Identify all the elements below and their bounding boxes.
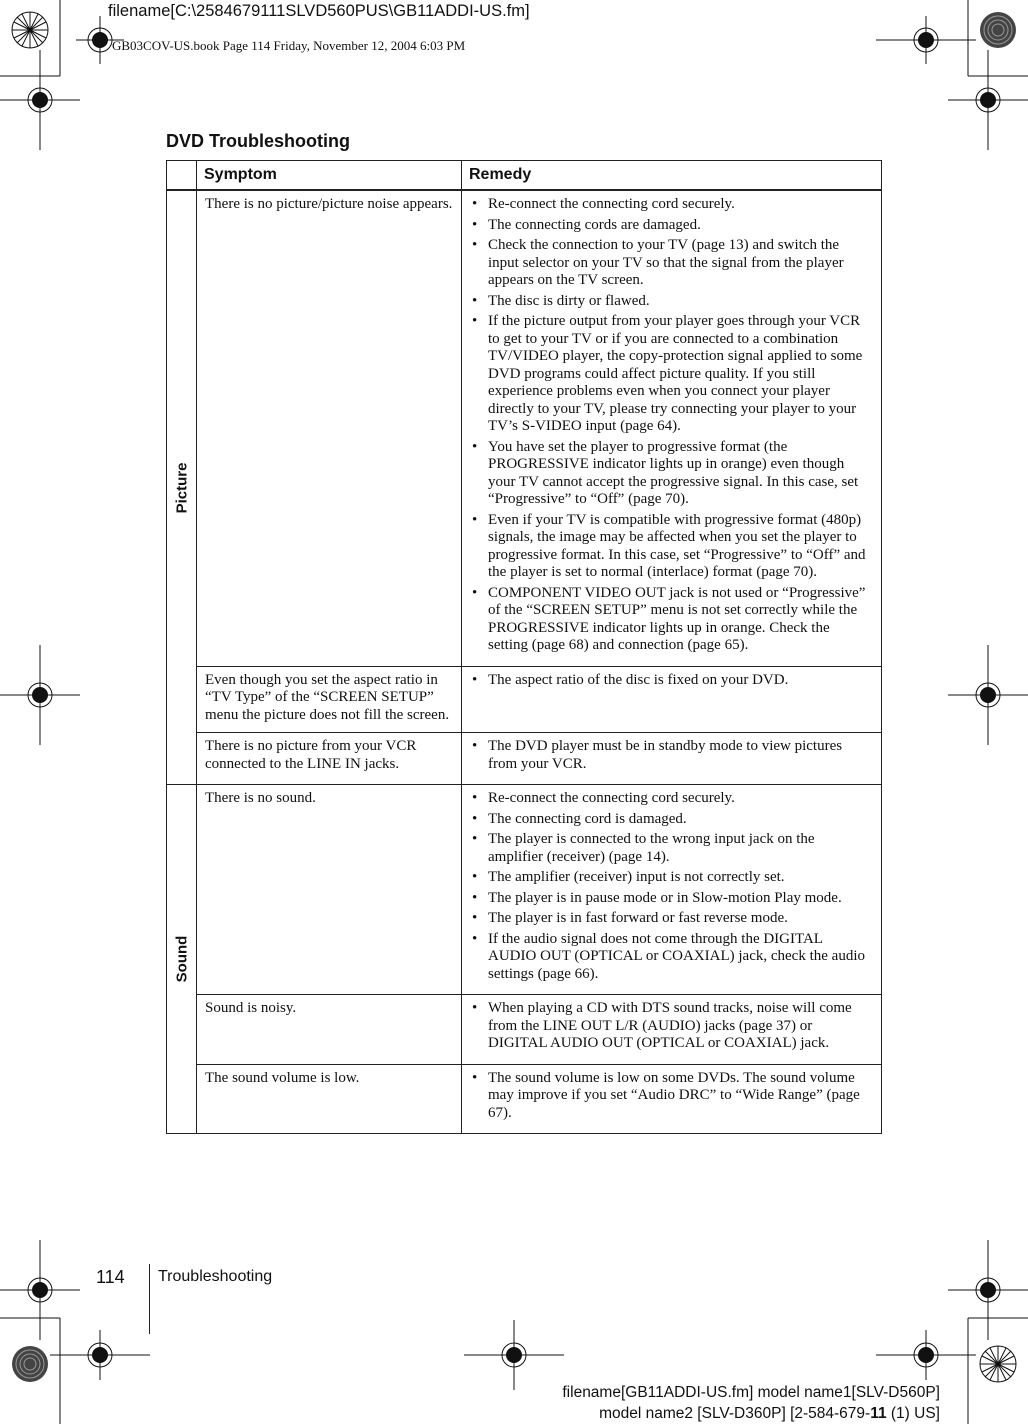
table-row bbox=[167, 1064, 882, 1134]
troubleshooting-table bbox=[166, 160, 882, 1134]
table-row bbox=[167, 733, 882, 785]
remedy-item: • If the picture output from your player goes through your VCR to get to your TV or if you are connected to a combination TV/VIDEO player, the copy-protection signal applied to some DVD programs could affect picture quality. If you still experience problems even when you connect your player directly to your TV, please try connecting your player to your TV’s S-VIDEO input (page 64). bbox=[470, 313, 873, 436]
table-header-remedy: Remedy bbox=[462, 161, 882, 191]
symptom-cell: Sound is noisy. bbox=[197, 995, 462, 1065]
category-picture bbox=[167, 190, 197, 785]
header-book-info: GB03COV-US.book Page 114 Friday, November 12, 2004 6:03 PM bbox=[112, 38, 466, 53]
remedy-item: • The aspect ratio of the disc is fixed on your DVD. bbox=[470, 672, 873, 690]
footer-model-prefix: model name2 [SLV-D360P] [2-584-679- bbox=[599, 1405, 871, 1422]
section-title: DVD Troubleshooting bbox=[166, 131, 350, 151]
symptom-cell: There is no picture from your VCR connected to the LINE IN jacks. bbox=[197, 733, 462, 785]
remedy-list bbox=[470, 672, 873, 690]
remedy-item: • The connecting cord is damaged. bbox=[470, 811, 873, 829]
category-label: Picture bbox=[173, 462, 190, 513]
remedy-cell bbox=[462, 785, 882, 995]
remedy-item: • The DVD player must be in standby mode to view pictures from your VCR. bbox=[470, 738, 873, 773]
remedy-list bbox=[470, 1000, 873, 1053]
footer-section: Troubleshooting bbox=[158, 1268, 273, 1285]
remedy-item: • If the audio signal does not come through the DIGITAL AUDIO OUT (OPTICAL or COAXIAL) jack, check the audio settings (page 66). bbox=[470, 931, 873, 984]
remedy-item: • Check the connection to your TV (page 13) and switch the input selector on your TV so that the signal from the player appears on the TV screen. bbox=[470, 237, 873, 290]
table-row bbox=[167, 190, 882, 666]
remedy-item: • The player is in pause mode or in Slow-motion Play mode. bbox=[470, 890, 873, 908]
remedy-item: • Re-connect the connecting cord securely. bbox=[470, 790, 873, 808]
footer-filename: filename[GB11ADDI-US.fm] model name1[SLV-D560P] bbox=[562, 1384, 940, 1401]
table-row bbox=[167, 785, 882, 995]
remedy-cell bbox=[462, 190, 882, 666]
remedy-item: • The amplifier (receiver) input is not correctly set. bbox=[470, 869, 873, 887]
remedy-item: • The player is connected to the wrong input jack on the amplifier (receiver) (page 14). bbox=[470, 831, 873, 866]
footer-model bbox=[599, 1405, 940, 1423]
remedy-item: • The sound volume is low on some DVDs. The sound volume may improve if you set “Audio DRC” to “Wide Range” (page 67). bbox=[470, 1070, 873, 1123]
table-header-blank bbox=[167, 161, 197, 191]
footer-model-suffix: (1) US] bbox=[886, 1405, 940, 1422]
symptom-cell: The sound volume is low. bbox=[197, 1064, 462, 1134]
footer-model-bold: 11 bbox=[870, 1405, 887, 1422]
page-number: 114 bbox=[96, 1267, 125, 1287]
remedy-item: • When playing a CD with DTS sound tracks, noise will come from the LINE OUT L/R (AUDIO) jacks (page 37) or DIGITAL AUDIO OUT (OPTICAL or COAXIAL) jack. bbox=[470, 1000, 873, 1053]
symptom-cell: There is no sound. bbox=[197, 785, 462, 995]
remedy-cell bbox=[462, 666, 882, 733]
category-sound bbox=[167, 785, 197, 1134]
footer-divider bbox=[149, 1264, 150, 1334]
table-header-symptom: Symptom bbox=[197, 161, 462, 191]
remedy-item: • The disc is dirty or flawed. bbox=[470, 293, 873, 311]
remedy-cell bbox=[462, 733, 882, 785]
symptom-cell: Even though you set the aspect ratio in “TV Type” of the “SCREEN SETUP” menu the picture does not fill the screen. bbox=[197, 666, 462, 733]
remedy-item: • Even if your TV is compatible with progressive format (480p) signals, the image may be affected when you set the player to progressive format. In this case, set “Progressive” to “Off” and the player is set to normal (interlace) format (page 70). bbox=[470, 512, 873, 582]
table-row bbox=[167, 995, 882, 1065]
remedy-list bbox=[470, 196, 873, 655]
remedy-item: • You have set the player to progressive format (the PROGRESSIVE indicator lights up in orange) even though your TV cannot accept the progressive signal. In this case, set “Progressive” to “Off” (page 70). bbox=[470, 439, 873, 509]
table-header-row bbox=[167, 161, 882, 191]
remedy-item: • COMPONENT VIDEO OUT jack is not used or “Progressive” of the “SCREEN SETUP” menu is not set correctly while the PROGRESSIVE indicator lights up in orange. Check the setting (page 68) and connection (page 65). bbox=[470, 585, 873, 655]
remedy-list bbox=[470, 738, 873, 773]
remedy-item: • The connecting cords are damaged. bbox=[470, 217, 873, 235]
table-row bbox=[167, 666, 882, 733]
remedy-item: • The player is in fast forward or fast reverse mode. bbox=[470, 910, 873, 928]
symptom-cell: There is no picture/picture noise appears. bbox=[197, 190, 462, 666]
remedy-item: • Re-connect the connecting cord securely. bbox=[470, 196, 873, 214]
remedy-cell bbox=[462, 1064, 882, 1134]
remedy-list bbox=[470, 790, 873, 983]
remedy-list bbox=[470, 1070, 873, 1123]
category-label: Sound bbox=[173, 935, 190, 983]
remedy-cell bbox=[462, 995, 882, 1065]
header-filename: filename[C:\2584679111SLVD560PUS\GB11ADDI-US.fm] bbox=[108, 2, 530, 20]
